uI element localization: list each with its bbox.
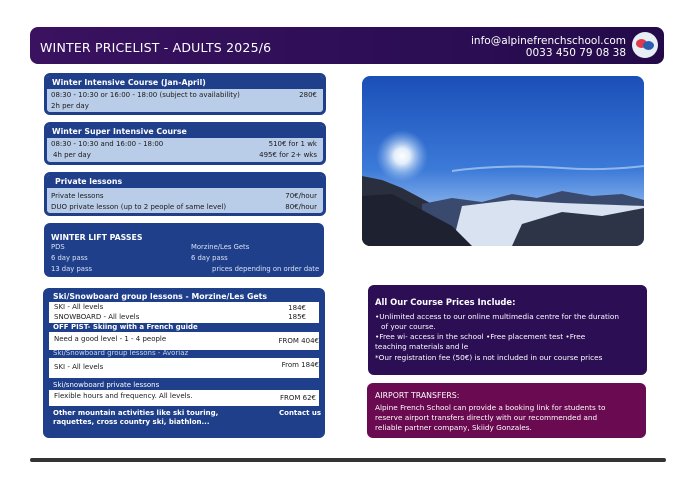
airport-line-3: reliable partner company, Skiidy Gonzales. <box>375 423 532 432</box>
offpiste-price: FROM 404€ <box>278 337 319 345</box>
lift-price-note: prices depending on order date <box>212 265 320 273</box>
super-intensive-title: Winter Super Intensive Course <box>47 125 323 138</box>
airport-title: AIRPORT TRANSFERS: <box>375 391 460 400</box>
contact-us-link[interactable]: Contact us <box>279 409 322 417</box>
lift-right-1: Morzine/Les Gets <box>191 243 250 251</box>
includes-title: All Our Course Prices Include: <box>375 297 516 307</box>
includes-line-4: teaching materials and le <box>375 342 469 351</box>
offpiste-desc: Need a good level - 1 - 4 people <box>54 335 167 343</box>
intensive-course-title: Winter Intensive Course (Jan-April) <box>47 76 323 89</box>
avoriaz-row <box>49 358 319 378</box>
intensive-course-card <box>44 73 326 115</box>
group-snowboard-label: SNOWBOARD - All levels <box>54 313 140 321</box>
lift-passes-card <box>44 223 324 277</box>
intensive-course-price: 280€ <box>299 91 317 99</box>
lift-right-2: 6 day pass <box>191 254 228 262</box>
avoriaz-title: Ski/Snowboard group lessons - Avoriaz <box>53 349 189 357</box>
super-intensive-duration: 4h per day <box>53 151 91 159</box>
group-lessons-rows <box>49 302 319 323</box>
avoriaz-price: From 184€ <box>281 361 319 369</box>
header-banner <box>30 27 664 64</box>
lift-left-1: PDS <box>51 243 65 251</box>
other-activities-line1: Other mountain activities like ski touring, <box>53 409 219 417</box>
contact-phone[interactable]: 0033 450 79 08 38 <box>525 47 626 59</box>
avoriaz-desc: SKI - All levels <box>54 363 104 371</box>
contact-email[interactable]: info@alpinefrenchschool.com <box>471 35 626 47</box>
super-intensive-card <box>44 122 326 165</box>
page-title: WINTER PRICELIST - ADULTS 2025/6 <box>40 40 272 55</box>
group-ski-price: 184€ <box>288 304 306 312</box>
includes-line-1: •Unlimited access to our online multimedia centre for the duration <box>375 312 619 321</box>
private-lessons-card <box>44 172 326 216</box>
duo-lesson-price: 80€/hour <box>285 203 317 211</box>
super-intensive-price-2wk: 495€ for 2+ wks <box>259 151 317 159</box>
group-private-price: FROM 62€ <box>279 394 316 402</box>
lift-left-2: 6 day pass <box>51 254 88 262</box>
private-lesson-label: Private lessons <box>51 192 104 200</box>
airport-line-2: reserve airport transfers directly with our recommended and <box>375 413 598 422</box>
group-lessons-title: Ski/Snowboard group lessons - Morzine/Les Gets <box>53 292 267 301</box>
lift-left-3: 13 day pass <box>51 265 93 273</box>
airport-transfers-card <box>367 383 646 438</box>
group-private-row <box>49 390 319 406</box>
mountain-sunset-photo <box>362 76 644 246</box>
course-includes-card <box>368 285 647 375</box>
offpiste-row <box>49 332 319 350</box>
group-snowboard-price: 185€ <box>288 313 306 321</box>
airport-line-1: Alpine French School can provide a booking link for students to <box>375 403 606 412</box>
includes-line-2: of your course. <box>381 322 436 331</box>
lift-passes-title: WINTER LIFT PASSES <box>51 233 143 242</box>
mountain-photo-image <box>362 76 644 246</box>
logo-icon <box>632 32 658 58</box>
private-lessons-title: Private lessons <box>47 175 323 188</box>
super-intensive-price-1wk: 510€ for 1 wk <box>268 140 317 148</box>
private-lesson-price: 70€/hour <box>285 192 317 200</box>
intensive-course-hours: 08:30 - 10:30 or 16:00 - 18:00 (subject to availability) <box>51 91 240 99</box>
group-lessons-card <box>43 288 325 438</box>
offpiste-title: OFF PIST- Skiing with a French guide <box>53 323 198 331</box>
group-private-desc: Flexible hours and frequency. All levels. <box>54 392 193 400</box>
includes-line-5: *Our registration fee (50€) is not included in our course prices <box>375 353 603 362</box>
duo-lesson-label: DUO private lesson (up to 2 people of same level) <box>51 203 227 211</box>
group-ski-label: SKI - All levels <box>54 303 104 311</box>
other-activities-line2: raquettes, cross country ski, biathlon... <box>53 418 210 426</box>
footer-divider <box>30 458 666 462</box>
group-private-title: Ski/snowboard private lessons <box>53 381 160 389</box>
super-intensive-hours: 08:30 - 10:30 and 16:00 - 18:00 <box>51 140 164 148</box>
includes-line-3: •Free wi- access in the school •Free placement test •Free <box>375 332 586 341</box>
intensive-course-duration: 2h per day <box>51 102 89 110</box>
